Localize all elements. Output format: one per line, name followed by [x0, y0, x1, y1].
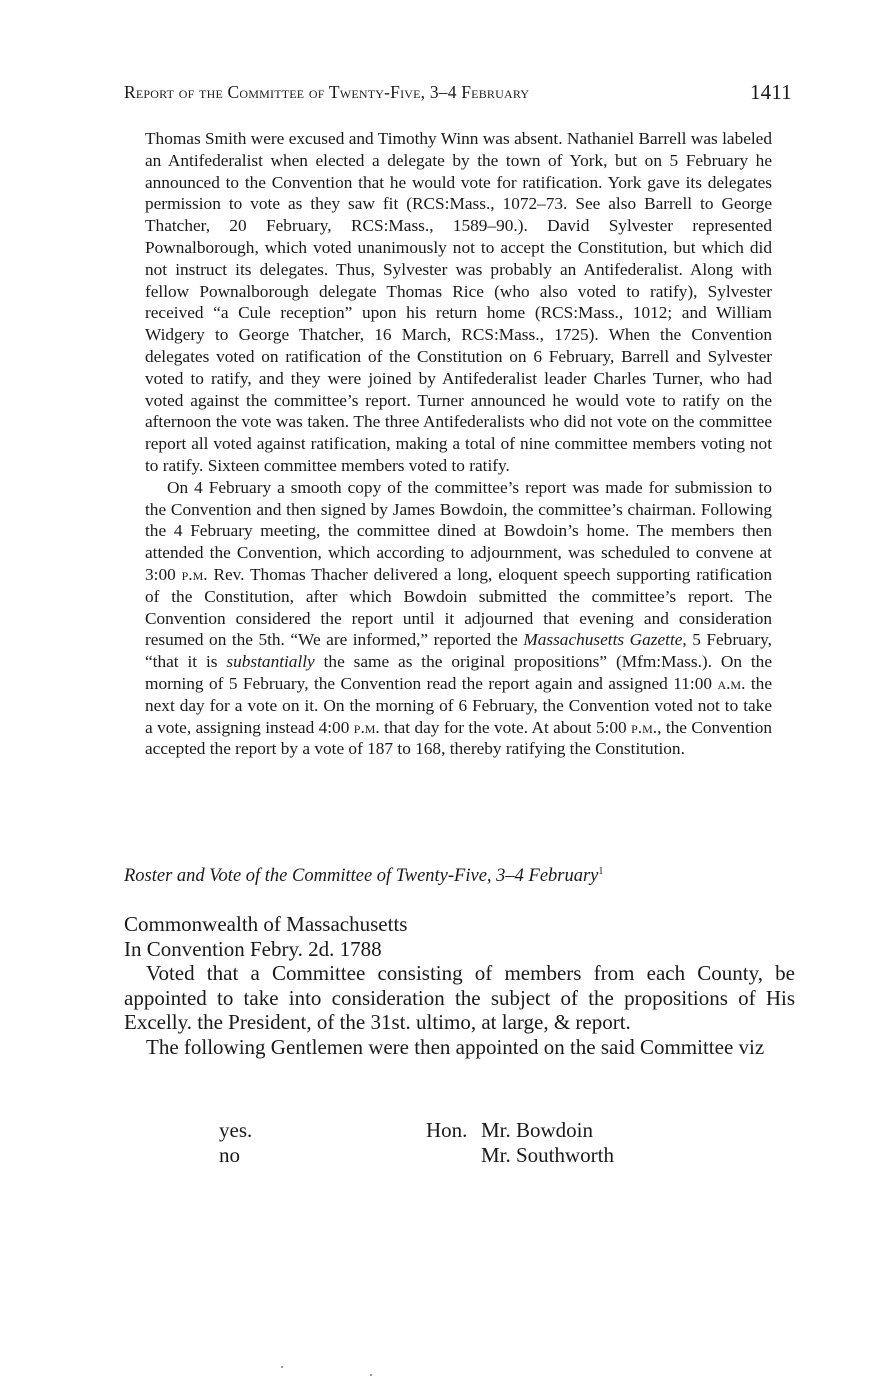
note-paragraph-1: [145, 128, 772, 477]
time-abbrev: a.m.: [717, 673, 746, 693]
note-paragraph-2: [145, 477, 772, 760]
roster-honorific: Hon.: [426, 1118, 468, 1142]
document-paragraph-1: Voted that a Committee consisting of members from each County, be appointed to take into consideration the subject of the propositions of His Excelly. the President, of the 31st. ultimo, at large, & report.: [124, 961, 795, 1034]
transcribed-document: [124, 912, 795, 1059]
section-heading: [124, 866, 792, 887]
note-text: the same as the original propositions” (Mfm:Mass.). On the morning of 5 February, the Convention read the report again and assigned 11:00: [145, 652, 772, 693]
note-text: Thomas Smith were excused and Timothy Winn was absent. Nathaniel Barrell was labeled an Antifederalist when elected a delegate by the town of York, but on 5 February he announced to the Convention that he would vote for ratification. York gave its delegates permission to vote as they saw fit (RCS:Mass., 1072–73. See also Barrell to George Thatcher, 20 February, RCS:Mass., 1589–90.). David Sylvester represented Pownalborough, which voted unanimously not to accept the Constitution, but which did not instruct its delegates. Thus, Sylvester was probably an Antifederalist. Along with fellow Pownalborough delegate Thomas Rice (who also voted to ratify), Sylvester received “a Cule reception” upon his return home (RCS:Mass., 1012; and William Widgery to George Thatcher, 16 March, RCS:Mass., 1725). When the Convention delegates voted on ratification of the Constitution on 6 February, Barrell and Sylvester voted to ratify, and they were joined by Antifederalist leader Charles Turner, who had voted against the committee’s report. Turner announced he would vote to ratify on the afternoon the vote was taken. The three Antifederalists who did not vote on the committee report all voted against ratification, making a total of nine committee members voting not to ratify. Sixteen committee members voted to ratify.: [145, 129, 772, 475]
note-text: Rev. Thomas Thacher delivered a long, eloquent speech supporting ratification of the Constitution, after which Bowdoin submitted the committee’s report. The Convention considered the report until it adjourned that evening and consideration resumed on the 5th. “We are informed,” reported the: [145, 564, 772, 650]
document-date-line: In Convention Febry. 2d. 1788: [124, 936, 382, 961]
note-text: On 4 February a smooth copy of the committee’s report was made for submission to the Convention and then signed by James Bowdoin, the committee’s chairman. Following the 4 February meeting, the committee dined at Bowdoin’s home. The members then attended the Convention, which according to adjournment, was scheduled to convene at 3:00: [145, 477, 772, 584]
roster-member-name: Mr. Bowdoin: [481, 1118, 594, 1142]
document-heading-line: Commonwealth of Massachusetts: [124, 912, 408, 936]
newspaper-title: Massachusetts Gazette,: [523, 630, 687, 650]
roster-vote: yes.: [219, 1118, 253, 1142]
roster-row: [219, 1143, 699, 1168]
time-abbrev: p.m.,: [631, 717, 662, 737]
scan-speck: [281, 1366, 283, 1368]
note-text: the Convention accepted the report by a vote of 187 to 168, thereby ratifying the Constitution.: [145, 717, 773, 759]
roster-member-name: Mr. Southworth: [481, 1142, 615, 1167]
running-head: [124, 80, 792, 108]
editorial-note: [145, 128, 772, 760]
note-text: the next day for a vote on it. On the morning of 6 February, the Convention voted not to take a vote, assigning instead 4:00: [145, 673, 772, 737]
time-abbrev: p.m.: [181, 564, 208, 584]
note-text: 5 February, “that it is: [145, 630, 772, 672]
roster-row: [219, 1118, 699, 1143]
footnote-marker: 1: [598, 866, 604, 877]
page-number: 1411: [749, 80, 792, 104]
note-text: that day for the vote. At about 5:00: [384, 717, 627, 737]
scan-speck: [370, 1374, 372, 1376]
running-title: Report of the Committee of Twenty-Five, 3–4 February: [124, 82, 530, 102]
document-paragraph-2: The following Gentlemen were then appointed on the said Committee viz: [146, 1034, 765, 1059]
emphasis: substantially: [226, 652, 315, 672]
section-heading-text: Roster and Vote of the Committee of Twenty-Five, 3–4 February: [124, 866, 599, 887]
roster-list: [219, 1118, 699, 1167]
roster-vote: no: [219, 1142, 240, 1167]
time-abbrev: p.m.: [353, 717, 380, 737]
